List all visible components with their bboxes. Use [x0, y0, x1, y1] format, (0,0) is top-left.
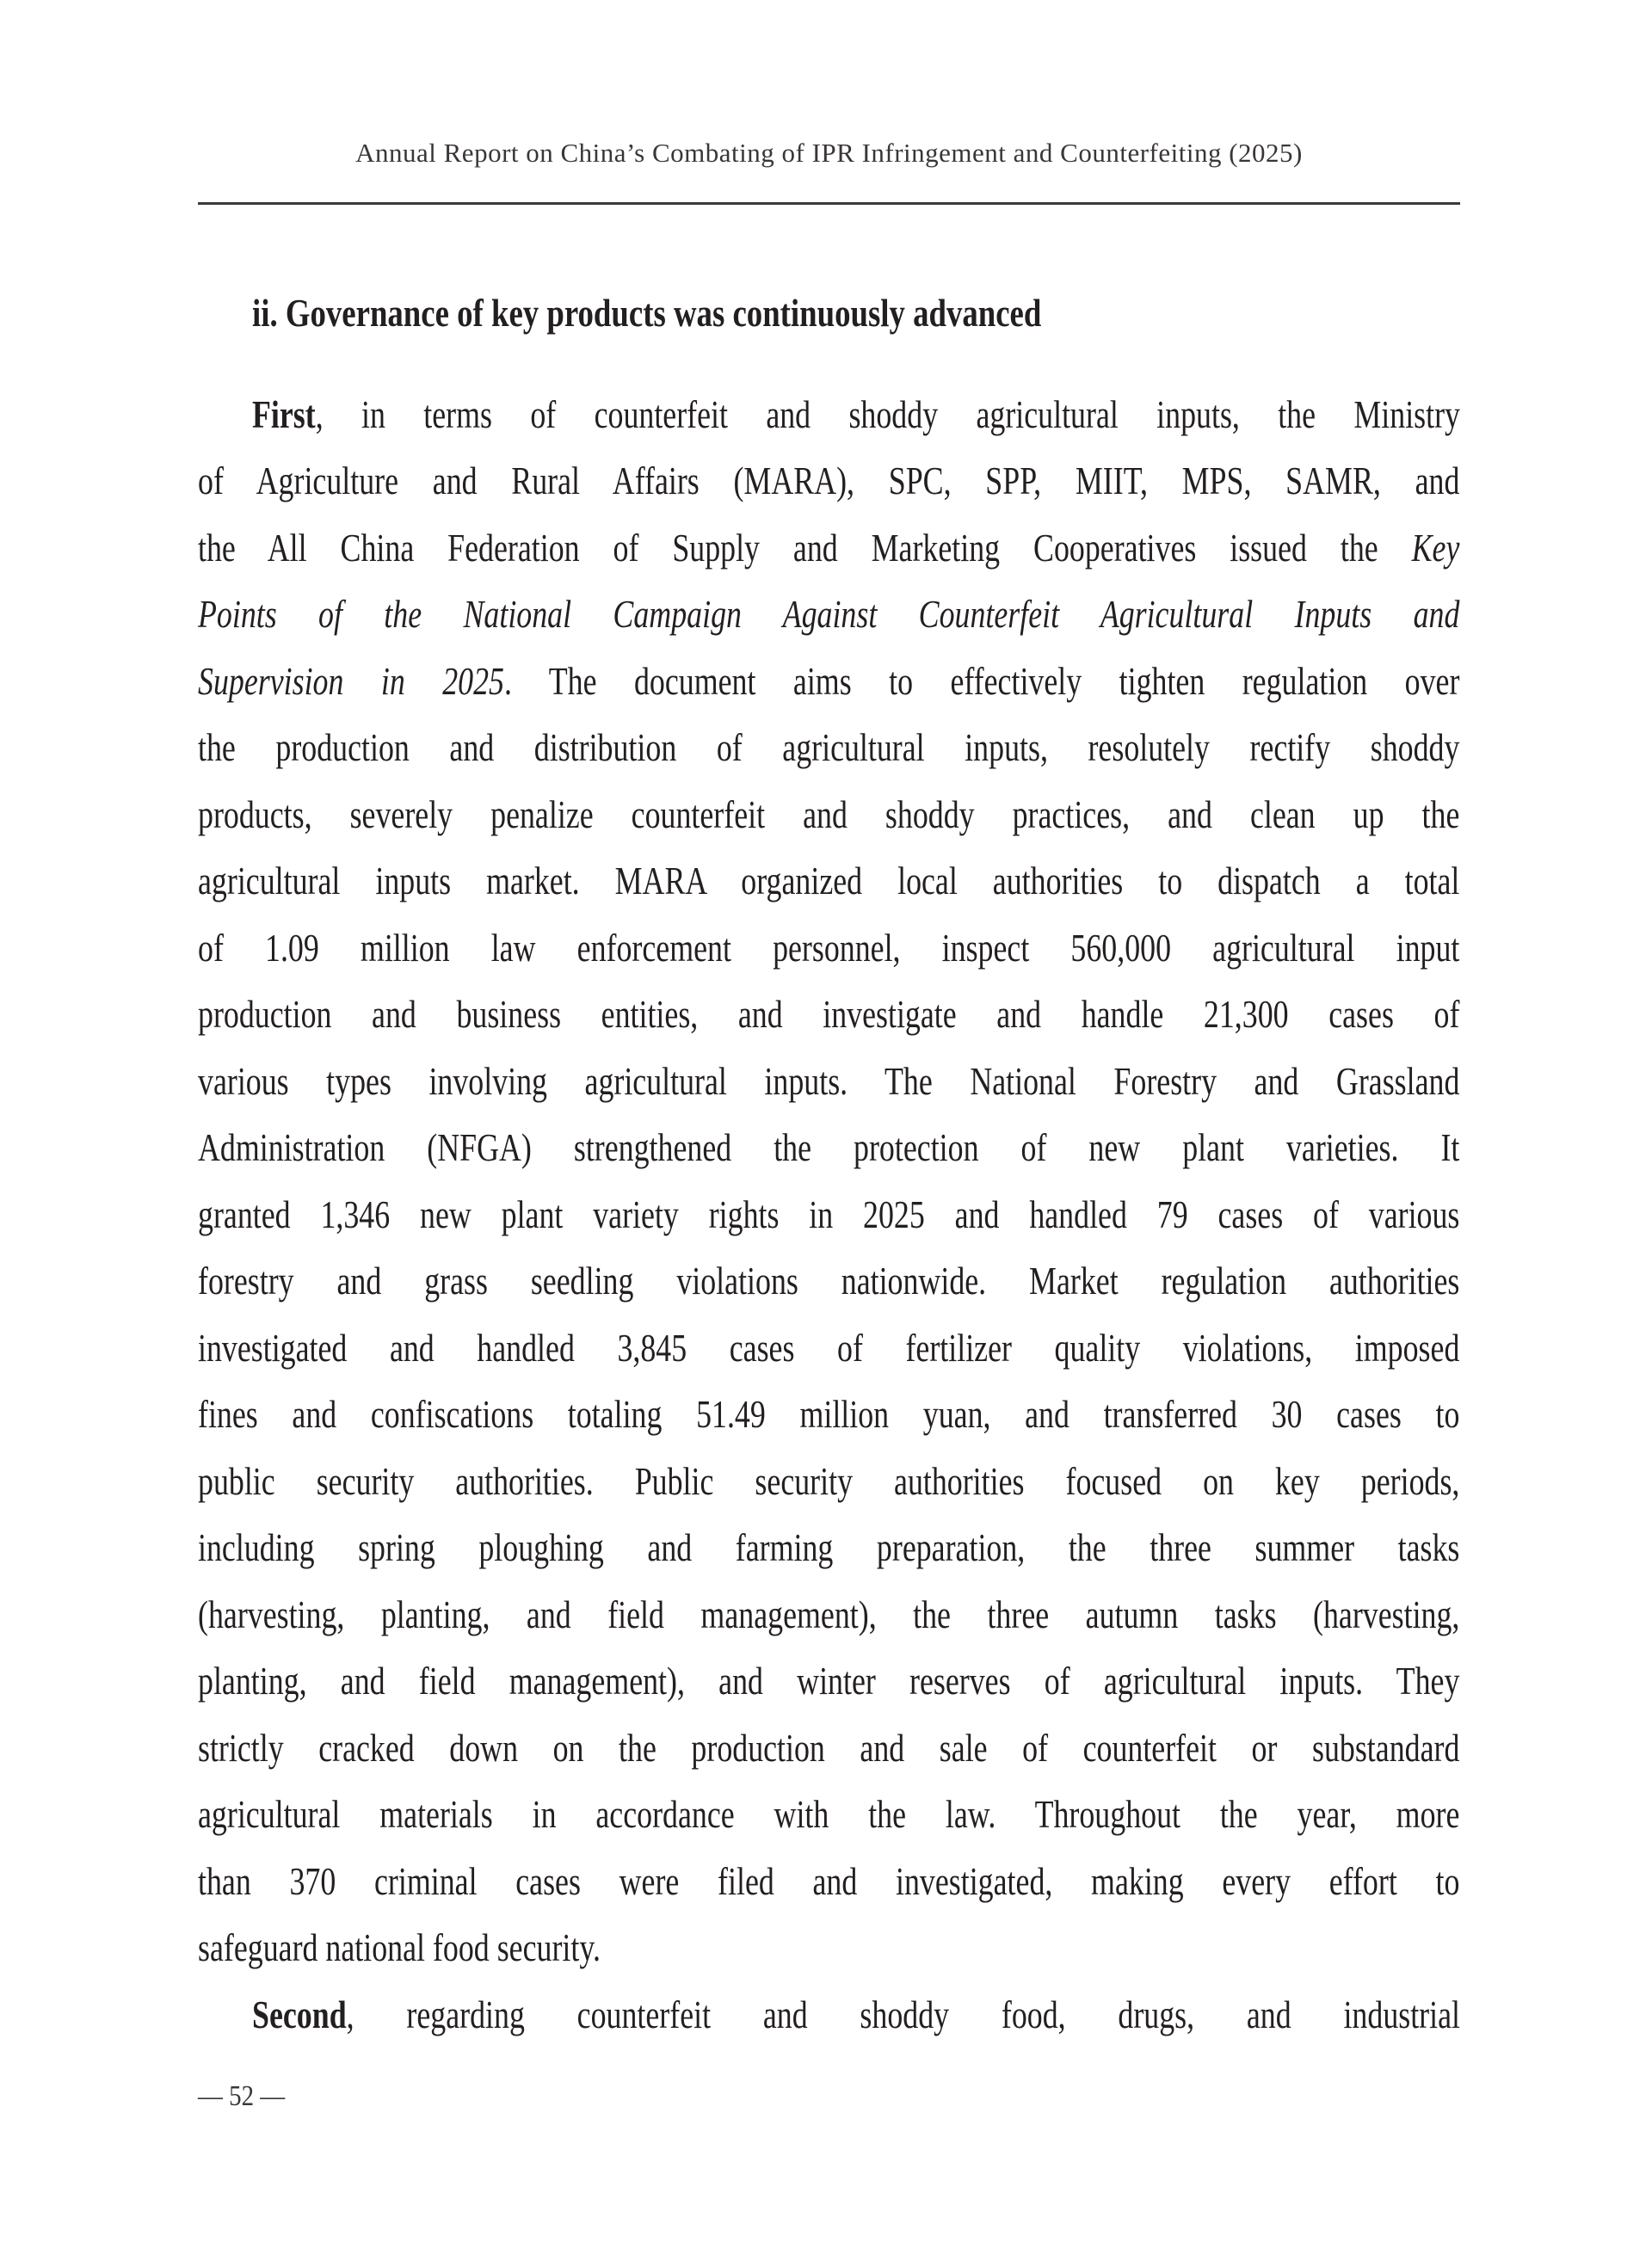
- paragraph-line: safeguard national food security.: [198, 1925, 601, 1969]
- paragraph-line: strictly cracked down on the production and sale of counterfeit or substandard: [198, 1726, 1460, 1770]
- paragraph-line: public security authorities. Public security authorities focused on key periods,: [198, 1459, 1460, 1503]
- paragraph-line: than 370 criminal cases were filed and investigated, making every effort to: [198, 1859, 1460, 1903]
- document-title-italic: Key: [1411, 526, 1460, 570]
- paragraph-line: Supervision in 2025. The document aims to effectively tighten regulation over: [198, 659, 1460, 703]
- document-title-italic: Points of the National Campaign Against Counterfeit Agricultural Inputs and: [198, 592, 1460, 636]
- paragraph-line: Second, regarding counterfeit and shoddy food, drugs, and industrial: [252, 1993, 1461, 2036]
- running-header: [198, 138, 1460, 181]
- page-number: — 52 —: [198, 2080, 286, 2112]
- header-rule: [198, 202, 1460, 205]
- paragraph-line: fines and confiscations totaling 51.49 million yuan, and transferred 30 cases to: [198, 1392, 1460, 1436]
- paragraph-line: the production and distribution of agricultural inputs, resolutely rectify shoddy: [198, 725, 1460, 769]
- paragraph-line: (harvesting, planting, and field management), the three autumn tasks (harvesting,: [198, 1592, 1460, 1636]
- paragraph-line: Administration (NFGA) strengthened the protection of new plant varieties. It: [198, 1125, 1460, 1169]
- paragraph-line: of 1.09 million law enforcement personnel, inspect 560,000 agricultural input: [198, 926, 1460, 970]
- paragraph-lead: First: [252, 392, 316, 436]
- paragraph-line: including spring ploughing and farming preparation, the three summer tasks: [198, 1525, 1460, 1569]
- paragraph-line: agricultural materials in accordance with the law. Throughout the year, more: [198, 1792, 1460, 1836]
- paragraph-line: various types involving agricultural inputs. The National Forestry and Grassland: [198, 1059, 1460, 1103]
- paragraph-line: the All China Federation of Supply and Marketing Cooperatives issued the Key: [198, 526, 1460, 570]
- paragraph-line: planting, and field management), and winter reserves of agricultural inputs. They: [198, 1659, 1460, 1703]
- running-header-year: (2025): [1229, 138, 1303, 168]
- section-heading: ii. Governance of key products was continuously advanced: [252, 291, 1042, 335]
- paragraph-line: production and business entities, and investigate and handle 21,300 cases of: [198, 992, 1460, 1036]
- paragraph-line: granted 1,346 new plant variety rights in 2025 and handled 79 cases of various: [198, 1192, 1460, 1236]
- paragraph-line: forestry and grass seedling violations nationwide. Market regulation authorities: [198, 1259, 1460, 1303]
- document-title-italic: Supervision in 2025: [198, 659, 504, 703]
- paragraph-lead: Second: [252, 1993, 347, 2036]
- running-header-title: Annual Report on China’s Combating of IPR Infringement and Counterfeiting: [355, 138, 1222, 168]
- paragraph-line: investigated and handled 3,845 cases of fertilizer quality violations, imposed: [198, 1326, 1460, 1370]
- paragraph-line: agricultural inputs market. MARA organized local authorities to dispatch a total: [198, 859, 1460, 902]
- paragraph-line: First, in terms of counterfeit and shoddy agricultural inputs, the Ministry: [252, 392, 1460, 436]
- paragraph-line: products, severely penalize counterfeit and shoddy practices, and clean up the: [198, 792, 1460, 836]
- paragraph-line: of Agriculture and Rural Affairs (MARA), SPC, SPP, MIIT, MPS, SAMR, and: [198, 459, 1460, 502]
- paragraph-line: [198, 588, 1460, 640]
